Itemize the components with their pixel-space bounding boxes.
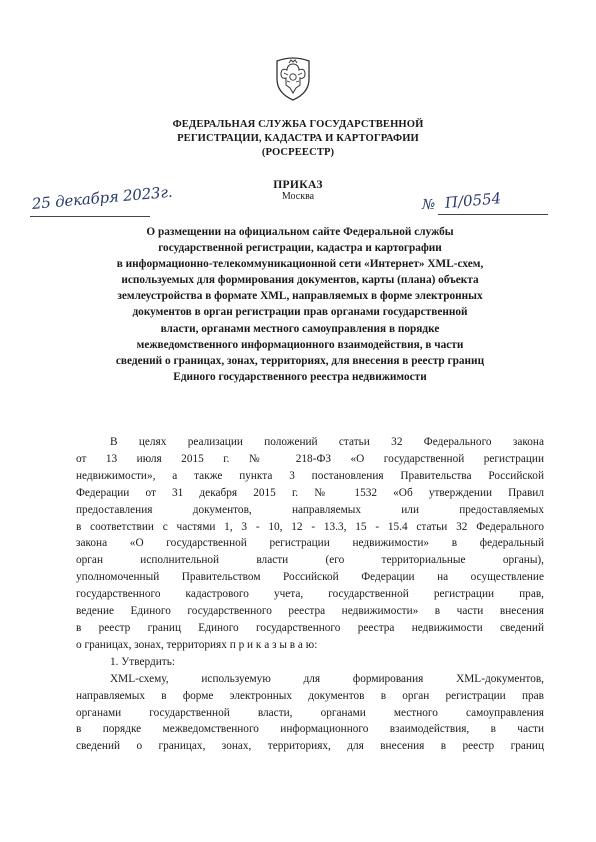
body-line: от 13 июля 2015 г. № 218-ФЗ «О государственной регистрации — [76, 452, 544, 465]
agency-name — [150, 118, 446, 160]
agency-name-line: ФЕДЕРАЛЬНАЯ СЛУЖБА ГОСУДАРСТВЕННОЙ — [172, 119, 424, 130]
heading-line: документов в орган регистрации прав органами государственной — [132, 306, 468, 319]
body-line: уполномоченный Правительством Российской Федерации на осуществление — [76, 571, 544, 584]
body-line: органами государственной власти, органами местного самоуправления — [76, 706, 544, 719]
heading-line: в информационно-телекоммуникационной сети «Интернет» XML-схем, — [116, 258, 484, 271]
order-title: ПРИКАЗ — [273, 178, 323, 191]
body-line: сведений о границах, зонах, территориях, для внесения в реестр границ — [76, 740, 544, 753]
body-line: в порядке межведомственного информационного взаимодействия, в части — [76, 723, 544, 736]
agency-name-line: РЕГИСТРАЦИИ, КАДАСТРА И КАРТОГРАФИИ — [177, 133, 419, 144]
number-underline — [438, 214, 548, 215]
body-line: 1. Утвердить: — [110, 655, 176, 668]
body-line: орган исполнительной власти (его территориальные органы), — [76, 554, 544, 567]
body-line: предоставления документов, направляемых или предоставляемых — [76, 503, 544, 516]
body-line: закона «О государственной регистрации недвижимости» в федеральный — [76, 537, 544, 550]
body-line: Федерации от 31 декабря 2015 г. № 1532 «Об утверждении Правил — [76, 486, 544, 499]
handwritten-date: 25 декабря 2023г. — [31, 182, 173, 213]
heading-line: межведомственного информационного взаимодействия, в части — [136, 338, 464, 351]
heading-line: землеустройства в формате XML, направляемых в форме электронных — [117, 290, 483, 303]
heading-line: сведений о границах, зонах, территориях, для внесения в реестр границ — [115, 354, 485, 367]
body-line: государственного кадастрового учета, государственной регистрации прав, — [76, 588, 544, 601]
body-line: о границах, зонах, территориях п р и к а з ы в а ю: — [76, 638, 318, 651]
heading-line: используемых для формирования документов, карты (плана) объекта — [121, 274, 479, 287]
coat-of-arms-emblem-icon — [272, 55, 314, 101]
body-line: в реестр границ Единого государственного реестра недвижимости сведений — [76, 621, 544, 634]
body-line: в соответствии с частями 1, 3 - 10, 12 - 13.3, 15 - 15.4 статьи 32 Федерального — [76, 520, 544, 533]
heading-line: власти, органами местного самоуправления в порядке — [160, 322, 440, 335]
body-line: В целях реализации положений статьи 32 Федерального закона — [110, 436, 544, 448]
body-line: недвижимости», а также пункта 3 постановления Правительства Российской — [76, 469, 544, 482]
order-heading — [60, 224, 540, 385]
body-line: ведение Единого государственного реестра недвижимости» в части внесения — [76, 605, 544, 618]
heading-line: государственной регистрации, кадастра и картографии — [158, 242, 442, 255]
body-line: направляемых в форме электронных документов в орган регистрации прав — [76, 689, 544, 702]
date-underline — [30, 216, 150, 217]
body-line: XML-схему, используемую для формирования XML-документов, — [110, 672, 544, 685]
order-city: Москва — [281, 191, 315, 202]
heading-line: Единого государственного реестра недвижимости — [173, 370, 427, 383]
agency-abbreviation: (РОСРЕЕСТР) — [261, 147, 335, 158]
number-sign: № — [422, 197, 436, 213]
handwritten-order-number: П/0554 — [444, 189, 502, 212]
order-body — [76, 434, 544, 755]
heading-line: О размещении на официальном сайте Федеральной службы — [146, 226, 454, 238]
